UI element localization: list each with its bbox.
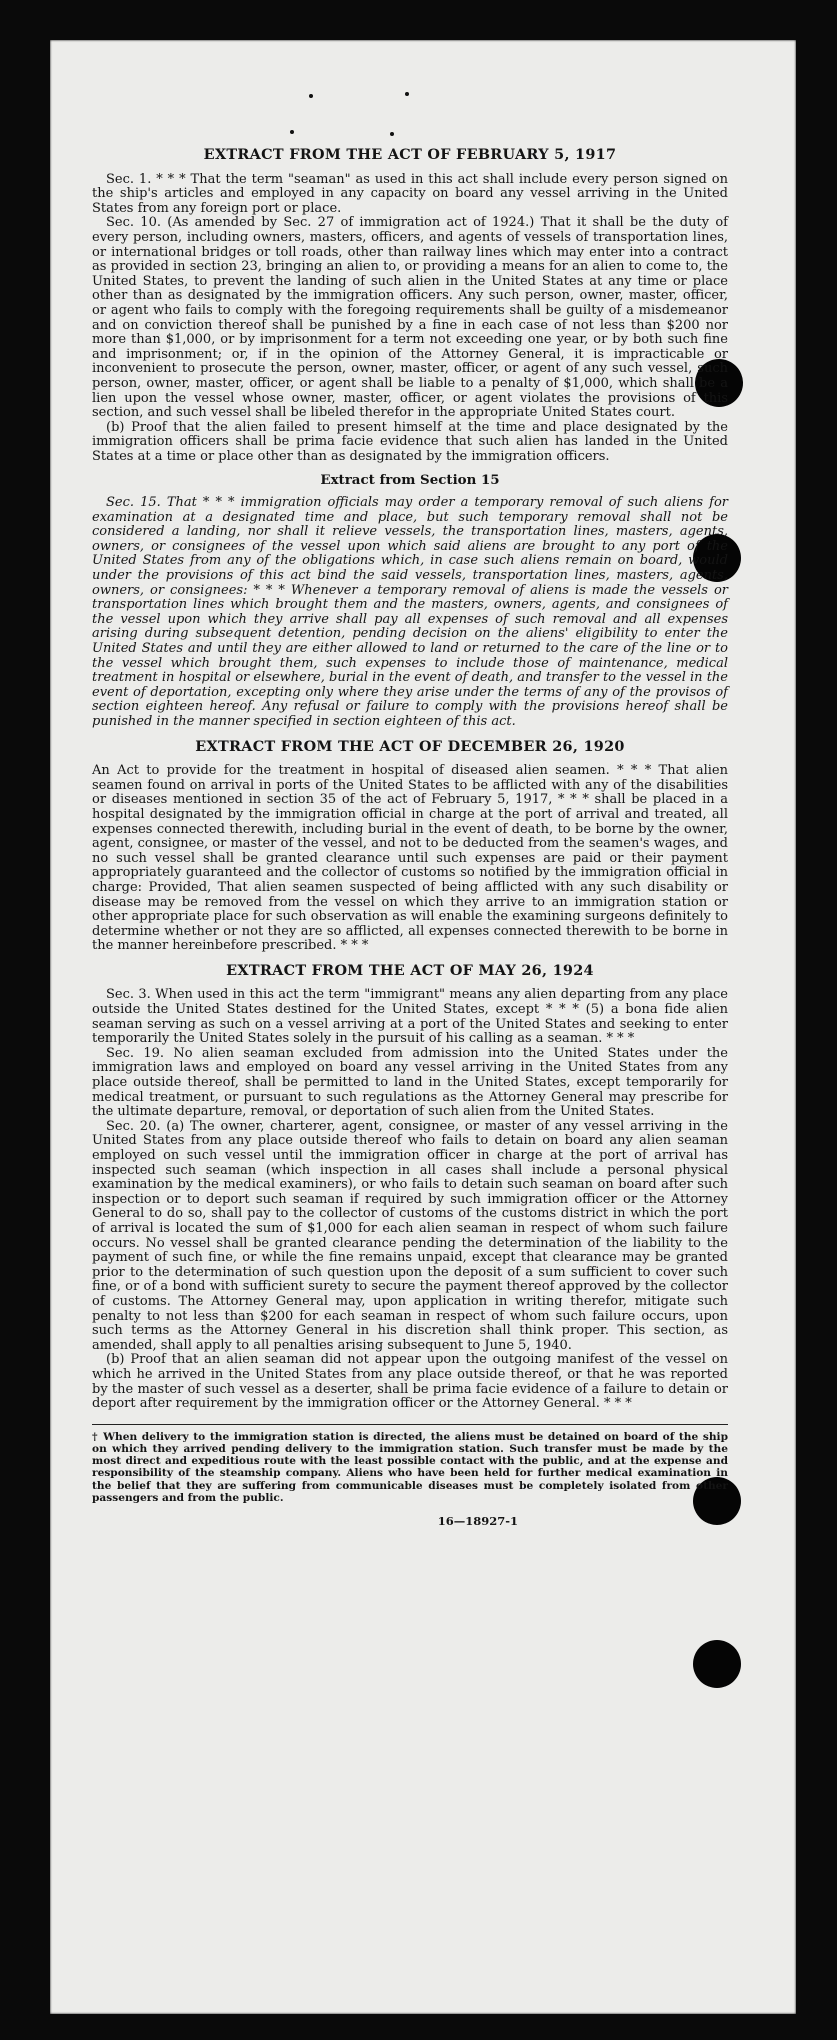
paragraph: An Act to provide for the treatment in hospital of diseased alien seamen. * * * That alien seamen found on arrival in ports of the United States to be afflicted with any of the disabilities or diseases mentioned in section 35 of the act of February 5, 1917, * * * shall be placed in a hospital designated by the immigration official in charge at the port of arrival and treated, all expenses connected therewith, including burial in the event of death, to be borne by the owner, agent, consignee, or master of the vessel, and not to be deducted from the seamen's wages, and no such vessel shall be granted clearance until such expenses are paid or their payment appropriately guaranteed and the collector of customs so notified by the immigration official in charge: Provided, That alien seamen suspected of being afflicted with any such disability or disease may be removed from the vessel on which they arrive to an immigration station or other appropriate place for such observation as will enable the examining surgeons definitely to determine whether or not they are so afflicted, all expenses connected therewith to be borne in the manner hereinbefore prescribed. * * *	[92, 763, 728, 954]
document-text	[92, 148, 728, 1529]
italic-paragraph: Sec. 15. That * * * immigration officials may order a temporary removal of such aliens for examination at a designated time and place, but such temporary removal shall not be considered a landing, nor shall it relieve vessels, the transportation lines, masters, agents, owners, or consignees of the vessel upon which said aliens are brought to any port of the United States from any of the obligations which, in case such aliens remain on board, would under the provisions of this act bind the said vessels, transportation lines, masters, agents, owners, or consignees: * * * Whenever a temporary removal of aliens is made the vessels or transportation lines which brought them and the masters, owners, agents, and consignees of the vessel upon which they arrive shall pay all expenses of such removal and all expenses arising during subsequent detention, pending decision on the aliens' eligibility to enter the United States and until they are either allowed to land or returned to the care of the line or to the vessel which brought them, such expenses to include those of maintenance, medical treatment in hospital or elsewhere, burial in the event of death, and transfer to the vessel in the event of deportation, excepting only where they arise under the terms of any of the provisos of section eighteen hereof. Any refusal or failure to comply with the provisions hereof shall be punished in the manner specified in section eighteen of this act.	[92, 495, 728, 729]
section-heading: EXTRACT FROM THE ACT OF FEBRUARY 5, 1917	[203, 146, 617, 163]
subsection-heading: Extract from Section 15	[320, 472, 500, 489]
paragraph: Sec. 19. No alien seaman excluded from admission into the United States under the immigration laws and employed on board any vessel arriving in the United States from any place outside thereof, shall be permitted to land in the United States, except temporarily for medical treatment, or pursuant to such regulations as the Attorney General may prescribe for the ultimate departure, removal, or deportation of such alien from the United States.	[92, 1045, 728, 1120]
form-number: 16—18927-1	[437, 1513, 518, 1528]
paragraph: Sec. 1. * * * That the term "seaman" as used in this act shall include every person signed on the ship's articles and employed in any capacity on board any vessel arriving in the United States from any foreign port or place.	[92, 171, 728, 216]
paragraph: Sec. 20. (a) The owner, charterer, agent, consignee, or master of any vessel arriving in the United States from any place outside thereof who fails to detain on board any alien seaman employed on such vessel until the immigration officer in charge at the port of arrival has inspected such seaman (which inspection in all cases shall include a personal physical examination by the medical examiners), or who fails to detain such seaman on board after such inspection or to deport such seaman if required by such immigration officer or the Attorney General to do so, shall pay to the collector of customs of the customs district in which the port of arrival is located the sum of $1,000 for each alien seaman in respect of whom such failure occurs. No vessel shall be granted clearance pending the determination of the liability to the payment of such fine, or while the fine remains unpaid, except that clearance may be granted prior to the determination of such question upon the deposit of a sum sufficient to cover such fine, or of a bond with sufficient surety to secure the payment thereof approved by the collector of customs. The Attorney General may, upon application in writing therefor, mitigate such penalty to not less than $200 for each seaman in respect of whom such failure occurs, upon such terms as the Attorney General in his discretion shall think proper. This section, as amended, shall apply to all penalties arising subsequent to June 5, 1940.	[92, 1118, 728, 1353]
section-heading: EXTRACT FROM THE ACT OF DECEMBER 26, 1920	[195, 737, 625, 755]
paragraph: Sec. 10. (As amended by Sec. 27 of immigration act of 1924.) That it shall be the duty of every person, including owners, masters, officers, and agents of vessels of transportation lines, or international bridges or toll roads, other than railway lines which may enter into a contract as provided in section 23, bringing an alien to, or providing a means for an alien to come to, the United States, to prevent the landing of such alien in the United States at any time or place other than as designated by the immigration officers. Any such person, owner, master, officer, or agent who fails to comply with the foregoing requirements shall be guilty of a misdemeanor and on conviction thereof shall be punished by a fine in each case of not less than $200 nor more than $1,000, or by imprisonment for a term not exceeding one year, or by both such fine and imprisonment; or, if in the opinion of the Attorney General, it is impracticable or inconvenient to prosecute the person, owner, master, officer, or agent of any such vessel, such person, owner, master, officer, or agent shall be liable to a penalty of $1,000, which shall be a lien upon the vessel whose owner, master, officer, or agent violates the provisions of this section, and such vessel shall be libeled therefor in the appropriate United States court.	[92, 215, 728, 421]
paragraph: (b) Proof that the alien failed to present himself at the time and place designated by the immigration officers shall be prima facie evidence that such alien has landed in the United States at a time or place other than as designated by the immigration officers.	[92, 419, 728, 464]
paragraph: Sec. 3. When used in this act the term "immigrant" means any alien departing from any place outside the United States destined for the United States, except * * * (5) a bona fide alien seaman serving as such on a vessel arriving at a port of the United States and seeking to enter temporarily the United States solely in the pursuit of his calling as a seaman. * * *	[92, 987, 728, 1047]
paragraph: (b) Proof that an alien seaman did not appear upon the outgoing manifest of the vessel on which he arrived in the United States from any place outside thereof, or that he was reported by the master of such vessel as a deserter, shall be prima facie evidence of a failure to detain or deport after requirement by the immigration officer or the Attorney General. * * *	[92, 1352, 728, 1412]
section-heading: EXTRACT FROM THE ACT OF MAY 26, 1924	[226, 961, 594, 979]
punch-hole	[693, 1640, 741, 1688]
footnote: † When delivery to the immigration station is directed, the aliens must be detained on board of the ship on which they arrived pending delivery to the immigration station. Such transfer must be made by the most direct and expeditious route with the least possible contact with the public, and at the expense and responsibility of the steamship company. Aliens who have been held for further medical examination in the belief that they are suffering from communicable diseases must be completely isolated from other passengers and from the public.	[92, 1424, 728, 1504]
